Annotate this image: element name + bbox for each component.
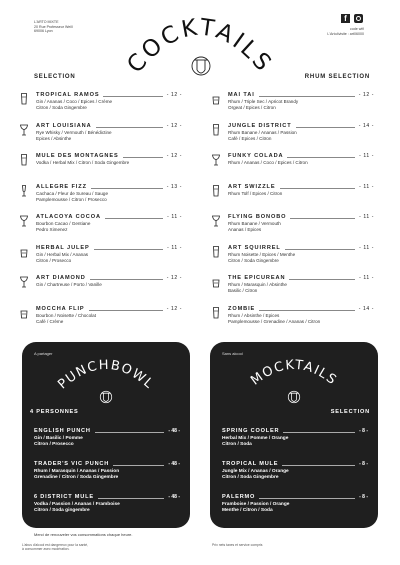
description-line: Ananas / Epices <box>228 227 262 233</box>
description-line: Rhum / Marasquin / Ananas / Passion <box>34 469 120 474</box>
item-price: - 14 - <box>358 305 374 312</box>
item-name: FUNKY COLADA <box>228 153 284 159</box>
panel-item <box>222 494 368 523</box>
footer-legal-right: Prix nets taxes et service compris <box>212 543 263 547</box>
item-name: ART SQUIRREL <box>228 244 281 251</box>
description-line: Vodka / Passion / Ananas / Framboise <box>34 502 120 507</box>
menu-item <box>20 92 182 119</box>
item-name: JUNGLE DISTRICT <box>228 122 292 129</box>
item-description <box>36 160 129 166</box>
leader-line <box>90 279 163 280</box>
item-price: - 11 - <box>359 183 374 190</box>
description-line: Menthe / Citron / Soda <box>222 508 273 514</box>
panel-item <box>34 461 180 490</box>
svg-text:MOCKTAILS: MOCKTAILS <box>248 357 340 389</box>
svg-text:PUNCHBOWL: PUNCHBOWL <box>55 357 157 393</box>
item-description <box>228 282 287 294</box>
menu-item <box>20 245 182 272</box>
description-line: Bourbon / Noisette / Chocolat <box>36 312 97 318</box>
description-line: Rye Whisky / Vermouth / Bénédictine <box>36 129 112 135</box>
item-price: - 48 - <box>168 494 180 500</box>
description-line: Basilic / Citron <box>228 288 258 294</box>
mocktails-panel <box>210 342 378 528</box>
item-description <box>222 502 289 514</box>
leader-line <box>98 498 164 499</box>
item-description <box>228 160 308 166</box>
item-name: ART DIAMOND <box>36 275 86 281</box>
item-name: MAI TAI <box>228 92 255 98</box>
menu-item <box>212 214 374 241</box>
item-price: - 14 - <box>358 122 374 129</box>
leader-line <box>287 157 355 158</box>
item-name: TRADER'S VIC PUNCH <box>34 461 110 467</box>
description-line: Orgeat / Epices / Citron <box>228 105 276 111</box>
item-name: TROPICAL MULE <box>222 461 279 467</box>
punchbowl-heading: 4 PERSONNES <box>30 409 79 415</box>
description-line: Citron / Soda Gingembre <box>222 475 279 481</box>
description-line: Rhum Noisette / Epices / Menthe <box>228 251 296 257</box>
item-description <box>36 313 96 325</box>
legal-line: L'abus d'alcool est dangereux pour la santé, <box>22 543 89 547</box>
item-price: - 11 - <box>359 153 374 159</box>
leader-line <box>290 218 355 219</box>
item-description <box>228 221 281 233</box>
item-name: ZOMBIE <box>228 305 256 312</box>
item-description <box>36 221 90 233</box>
tumbler-glass-icon <box>212 275 220 287</box>
menu-item <box>20 153 182 180</box>
item-name: 6 DISTRICT MULE <box>34 494 94 500</box>
menu-item <box>212 123 374 150</box>
footer-legal-left <box>22 543 88 551</box>
tall-glass-icon <box>212 123 220 135</box>
legal-line: à consommer avec modération. <box>22 547 70 551</box>
item-name: THE EPICUREAN <box>228 275 286 281</box>
item-name: SPRING COOLER <box>222 428 280 434</box>
leader-line <box>296 127 355 128</box>
description-line: Epices / Absinthe <box>36 135 72 141</box>
description-line: Rhum Tolf / Epices / Citron <box>228 190 283 196</box>
item-description <box>34 502 120 514</box>
item-name: ALLEGRE FIZZ <box>36 183 87 190</box>
description-line: Café / Crème <box>36 318 64 324</box>
leader-line <box>103 96 162 97</box>
instagram-icon[interactable] <box>354 14 363 23</box>
item-description <box>222 436 288 448</box>
section-heading-selection: SELECTION <box>34 74 76 80</box>
svg-text:COCKTAILS: COCKTAILS <box>122 14 278 79</box>
item-description <box>36 130 112 142</box>
item-name: MULE DES MONTAGNES <box>36 153 119 159</box>
description-line: Rhum / Marasquin / Absinthe <box>228 282 287 287</box>
menu-item <box>20 184 182 211</box>
coupe-glass-icon <box>20 123 28 135</box>
description-line: Cachaca / Fleur de Sureau / Sauge <box>36 190 109 196</box>
punchbowl-label: A partager <box>34 351 53 356</box>
address-line: 69006 Lyon <box>34 29 53 34</box>
tumbler-glass-icon <box>20 245 28 257</box>
wifi-label: code wifi <box>350 27 364 31</box>
punchbowl-logo-icon <box>99 389 113 405</box>
tumbler-glass-icon <box>20 306 28 318</box>
leader-line <box>89 310 163 311</box>
item-description <box>228 313 320 325</box>
item-price: - 13 - <box>166 183 182 190</box>
brand-logo-icon <box>190 54 212 78</box>
item-description <box>36 282 102 288</box>
leader-line <box>94 249 164 250</box>
item-price: - 11 - <box>167 244 182 251</box>
wifi-info <box>327 27 364 36</box>
item-price: - 12 - <box>166 92 182 98</box>
item-description <box>34 436 83 448</box>
item-description <box>228 130 297 142</box>
description-line: Gin / Ananas / Coco / Epices / Crème <box>36 99 113 104</box>
address-line: L'ARTO MIXTE <box>34 20 59 24</box>
item-description <box>34 469 119 481</box>
item-name: ATLACOYA COCOA <box>36 214 101 220</box>
item-name: PALERMO <box>222 494 256 500</box>
description-line: Jungle Mix / Ananas / Orange <box>222 469 289 474</box>
leader-line <box>96 127 163 128</box>
mocktails-heading: SELECTION <box>330 409 370 415</box>
panel-item <box>34 428 180 457</box>
leader-line <box>259 498 355 499</box>
item-price: - 12 - <box>166 153 182 159</box>
coupe-glass-icon <box>212 214 220 226</box>
item-description <box>228 191 282 197</box>
item-price: - 11 - <box>167 214 182 220</box>
description-line: Bourbon Cacao / Gentiane <box>36 221 91 226</box>
menu-item <box>20 123 182 150</box>
description-line: Pedro Ximenez <box>36 227 68 233</box>
item-price: - 11 - <box>359 214 374 220</box>
coupe-glass-icon <box>212 153 220 165</box>
leader-line <box>280 188 356 189</box>
item-price: - 11 - <box>359 244 374 251</box>
item-name: TROPICAL RAMOS <box>36 92 100 98</box>
item-name: FLYING BONOBO <box>228 214 287 220</box>
leader-line <box>91 188 163 189</box>
panel-item <box>222 461 368 490</box>
address-line: 20 Rue Professeur Weill <box>34 24 73 29</box>
item-price: - 48 - <box>168 428 180 434</box>
item-description <box>228 99 298 111</box>
menu-item <box>212 92 374 119</box>
tumbler-glass-icon <box>212 92 220 104</box>
item-name: ART LOUISIANA <box>36 122 92 129</box>
wifi-value: L'Arto4visite : art06000 <box>327 31 364 36</box>
leader-line <box>285 249 355 250</box>
description-line: Citron / Soda <box>222 442 252 448</box>
item-description <box>36 252 88 264</box>
description-line: Rhum / Triple Sec / Apricot Brandy <box>228 99 299 104</box>
mocktails-label: Sans alcool <box>222 351 243 356</box>
menu-item <box>212 153 374 180</box>
description-line: Rhum / Absinthe / Epices <box>228 312 280 318</box>
menu-item <box>20 214 182 241</box>
punchbowl-panel <box>22 342 190 528</box>
description-line: Café / Epices / Citron <box>228 135 272 141</box>
panel-item <box>34 494 180 523</box>
item-price: - 8 - <box>359 461 368 467</box>
item-name: MOCCHA FLIP <box>36 305 85 312</box>
leader-line <box>113 465 164 466</box>
mocktails-logo-icon <box>287 389 301 405</box>
description-line: Vodka / Herbal Mix / Citron / Soda Gingembre <box>36 160 130 165</box>
description-line: Citron / Prosecco <box>36 257 72 263</box>
menu-item <box>20 306 182 333</box>
tall-glass-icon <box>20 92 28 104</box>
item-price: - 8 - <box>359 428 368 434</box>
description-line: Rhum Banane / Ananas / Passion <box>228 129 297 135</box>
description-line: Citron / Prosecco <box>34 442 74 448</box>
leader-line <box>283 432 355 433</box>
item-name: HERBAL JULEP <box>36 244 90 251</box>
menu-item <box>20 275 182 302</box>
description-line: Gin / Chartreuse / Porto / Vanille <box>36 282 102 287</box>
leader-line <box>95 432 165 433</box>
description-line: Rhum Banane / Vermouth <box>228 221 281 226</box>
facebook-icon[interactable]: f <box>341 14 350 23</box>
description-line: Herbal Mix / Pomme / Orange <box>222 436 289 441</box>
item-price: - 12 - <box>166 275 182 281</box>
menu-item <box>212 184 374 211</box>
item-price: - 8 - <box>359 494 368 500</box>
leader-line <box>282 465 355 466</box>
item-price: - 11 - <box>359 275 374 281</box>
description-line: Citron / Soda Gingembre <box>228 257 279 263</box>
tall-glass-icon <box>212 245 220 257</box>
item-price: - 12 - <box>166 122 182 129</box>
item-price: - 48 - <box>168 461 180 467</box>
tall-glass-icon <box>20 153 28 165</box>
tall-glass-icon <box>212 306 220 318</box>
tall-glass-icon <box>212 184 220 196</box>
description-line: Citron / Soda Gingembre <box>36 105 87 111</box>
leader-line <box>289 279 355 280</box>
leader-line <box>105 218 163 219</box>
item-price: - 12 - <box>358 92 374 98</box>
panel-item <box>222 428 368 457</box>
description-line: Pamplemousse / Citron / Prosecco <box>36 196 107 202</box>
item-description <box>36 191 108 203</box>
menu-item <box>212 275 374 302</box>
menu-item <box>212 245 374 272</box>
coupe-glass-icon <box>20 275 28 287</box>
item-price: - 12 - <box>166 305 182 312</box>
item-name: ART SWIZZLE <box>228 183 276 190</box>
leader-line <box>123 157 163 158</box>
item-description <box>222 469 289 481</box>
section-heading-rhum: RHUM SELECTION <box>304 74 370 80</box>
menu-item <box>212 306 374 333</box>
description-line: Pamplemousse / Grenadine / Ananas / Citron <box>228 318 321 324</box>
item-description <box>228 252 295 264</box>
coupe-glass-icon <box>20 214 28 226</box>
item-description <box>36 99 112 111</box>
description-line: Citron / Soda gingembre <box>34 508 90 514</box>
description-line: Gin / Herbal Mix / Ananas <box>36 251 89 257</box>
description-line: Gin / Basilic / Pomme <box>34 436 83 441</box>
footer-note: Merci de renouveler vos consommations chaque heure. <box>34 532 133 537</box>
description-line: Grenadine / Citron / Soda Gingembre <box>34 475 119 481</box>
description-line: Rhum / Ananas / Coco / Epices / Citron <box>228 160 308 165</box>
leader-line <box>259 96 355 97</box>
item-name: ENGLISH PUNCH <box>34 428 91 434</box>
description-line: Framboise / Passion / Orange <box>222 502 290 507</box>
flute-glass-icon <box>20 184 28 196</box>
leader-line <box>259 310 355 311</box>
